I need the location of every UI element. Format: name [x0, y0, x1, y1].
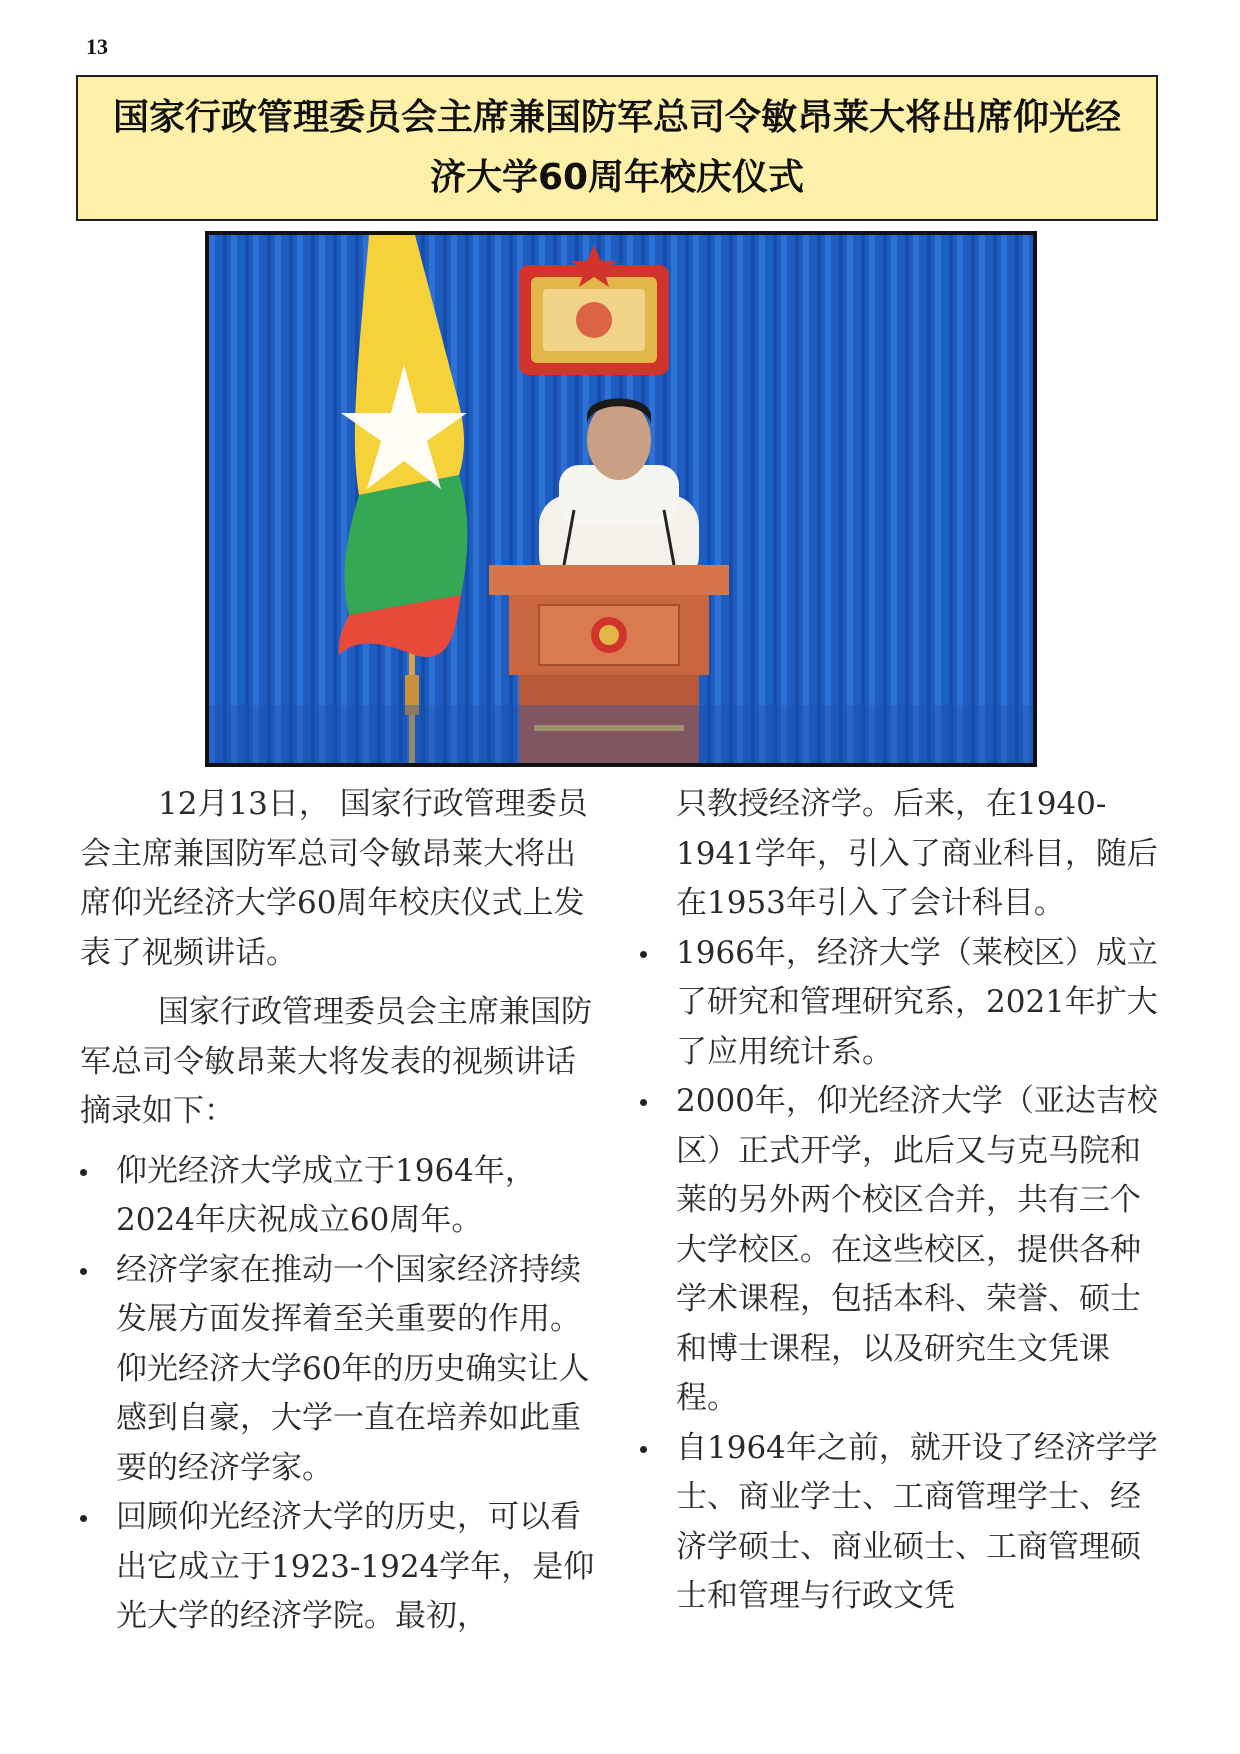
list-item: 1966年，经济大学（莱校区）成立了研究和管理研究系，2021年扩大了应用统计系。 [640, 929, 1160, 1078]
right-bullet-list [640, 929, 1160, 1622]
list-item: 2000年，仰光经济大学（亚达吉校区）正式开学，此后又与克马院和莱的另外两个校区合并，共有三个大学校区。在这些校区，提供各种学术课程，包括本科、荣誉、硕士和博士课程，以及研究生文凭课程。 [640, 1077, 1160, 1424]
right-column [640, 780, 1160, 1622]
list-item: 仰光经济大学成立于1964年，2024年庆祝成立60周年。 [80, 1147, 600, 1246]
intro-paragraph: 12月13日， 国家行政管理委员会主席兼国防军总司令敏昂莱大将出席仰光经济大学60周年校庆仪式上发表了视频讲话。 [80, 786, 588, 971]
list-item: 经济学家在推动一个国家经济持续发展方面发挥着至关重要的作用。仰光经济大学60年的历史确实让人感到自豪，大学一直在培养如此重要的经济学家。 [80, 1246, 600, 1494]
list-item: 回顾仰光经济大学的历史，可以看出它成立于1923-1924学年，是仰光大学的经济学院。最初， [80, 1493, 600, 1642]
left-bullet-list [80, 1147, 600, 1642]
photo-illustration [209, 235, 1033, 763]
page-number: 13 [86, 34, 108, 59]
headline-box [76, 75, 1158, 221]
headline-line-1: 国家行政管理委员会主席兼国防军总司令敏昂莱大将出席仰光经 [112, 97, 1121, 138]
continued-text: 只教授经济学。后来，在1940-1941学年，引入了商业科目，随后在1953年引入了会计科目。 [676, 786, 1158, 921]
summary-paragraph: 国家行政管理委员会主席兼国防军总司令敏昂莱大将发表的视频讲话摘录如下： [80, 994, 592, 1129]
headline-line-2: 济大学60周年校庆仪式 [429, 157, 805, 198]
left-column [80, 780, 600, 1642]
news-photo [205, 231, 1037, 767]
list-item: 自1964年之前，就开设了经济学学士、商业学士、工商管理学士、经济学硕士、商业硕士、工商管理硕士和管理与行政文凭 [640, 1424, 1160, 1622]
